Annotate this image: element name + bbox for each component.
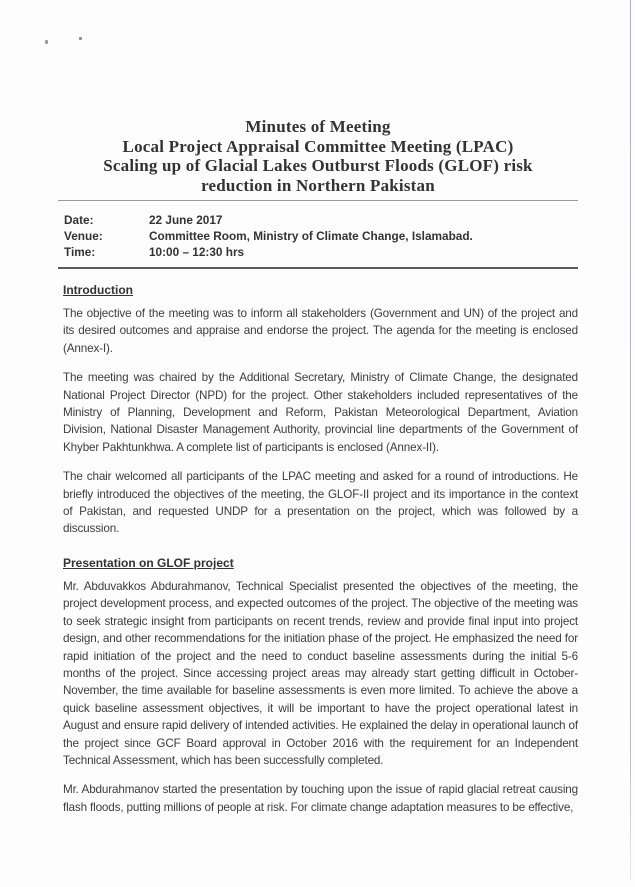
paragraph-presentation-1: Mr. Abduvakkos Abdurahmanov, Technical Specialist presented the objectives of the meeting, the project development process, and expected outcomes of the project. The objective of the meeting was to seek strategic insight from participants on recent trends, review and provide final input into project design, and other recommendations for the initiation phase of the project. He emphasized the need for rapid initiation of the project and the need to conduct baseline assessments during the initial 5-6 months of the project. Since accessing project areas may already start getting difficult in October-November, the time available for baseline assessments is even more limited. To achieve the above a quick baseline assessment objectives, it will be important to have the project operational latest in August and ensure rapid delivery of intended activities. He explained the delay in operational launch of the project since GCF Board approval in October 2016 with the requirement for an Independent Technical Assessment, which has been successfully completed.	[63, 579, 578, 767]
paragraph-presentation-2: Mr. Abdurahmanov started the presentation by touching upon the issue of rapid glacial retreat causing flash floods, putting millions of people at risk. For climate change adaptation measures to be effective,	[63, 783, 578, 814]
meta-row-date	[64, 212, 578, 228]
document-title	[58, 117, 578, 195]
scan-speck	[45, 40, 48, 44]
scan-speck	[79, 37, 82, 40]
meta-value-venue: Committee Room, Ministry of Climate Change, Islamabad.	[149, 229, 473, 243]
meta-value-time: 10:00 – 12:30 hrs	[149, 245, 245, 259]
meta-label-time: Time:	[64, 245, 96, 259]
meta-row-venue	[64, 228, 578, 244]
divider-thick	[58, 267, 578, 269]
title-line-1: Minutes of Meeting	[245, 117, 391, 136]
title-line-2: Local Project Appraisal Committee Meeting (LPAC)	[122, 136, 514, 156]
meta-row-time	[64, 244, 578, 260]
meta-label-date: Date:	[64, 213, 94, 227]
meta-label-venue: Venue:	[64, 229, 103, 243]
title-line-4: reduction in Northern Pakistan	[201, 175, 435, 195]
title-line-3: Scaling up of Glacial Lakes Outburst Floods (GLOF) risk	[103, 156, 533, 175]
meta-value-date: 22 June 2017	[149, 213, 223, 227]
meta-block	[58, 212, 578, 260]
section-heading-presentation: Presentation on GLOF project	[63, 555, 234, 570]
page-content	[58, 117, 578, 828]
paragraph-intro-3: The chair welcomed all participants of the LPAC meeting and asked for a round of introductions. He briefly introduced the objectives of the meeting, the GLOF-II project and its importance in the context of Pakistan, and requested UNDP for a presentation on the project, which was followed by a discussion.	[63, 470, 578, 536]
page-edge-shadow	[630, 0, 631, 880]
section-heading-introduction: Introduction	[63, 283, 133, 297]
paragraph-intro-2: The meeting was chaired by the Additional Secretary, Ministry of Climate Change, the designated National Project Director (NPD) for the project. Other stakeholders included representatives of the Ministry of Planning, Development and Reform, Pakistan Meteorological Department, Aviation Division, National Disaster Management Authority, provincial line departments of the Government of Khyber Pakhtunkhwa. A complete list of participants is enclosed (Annex-II).	[63, 371, 578, 454]
divider-thin	[58, 200, 578, 201]
paragraph-intro-1: The objective of the meeting was to inform all stakeholders (Government and UN) of the project and its desired outcomes and appraise and endorse the project. The agenda for the meeting is enclosed (Annex-I).	[63, 307, 578, 355]
